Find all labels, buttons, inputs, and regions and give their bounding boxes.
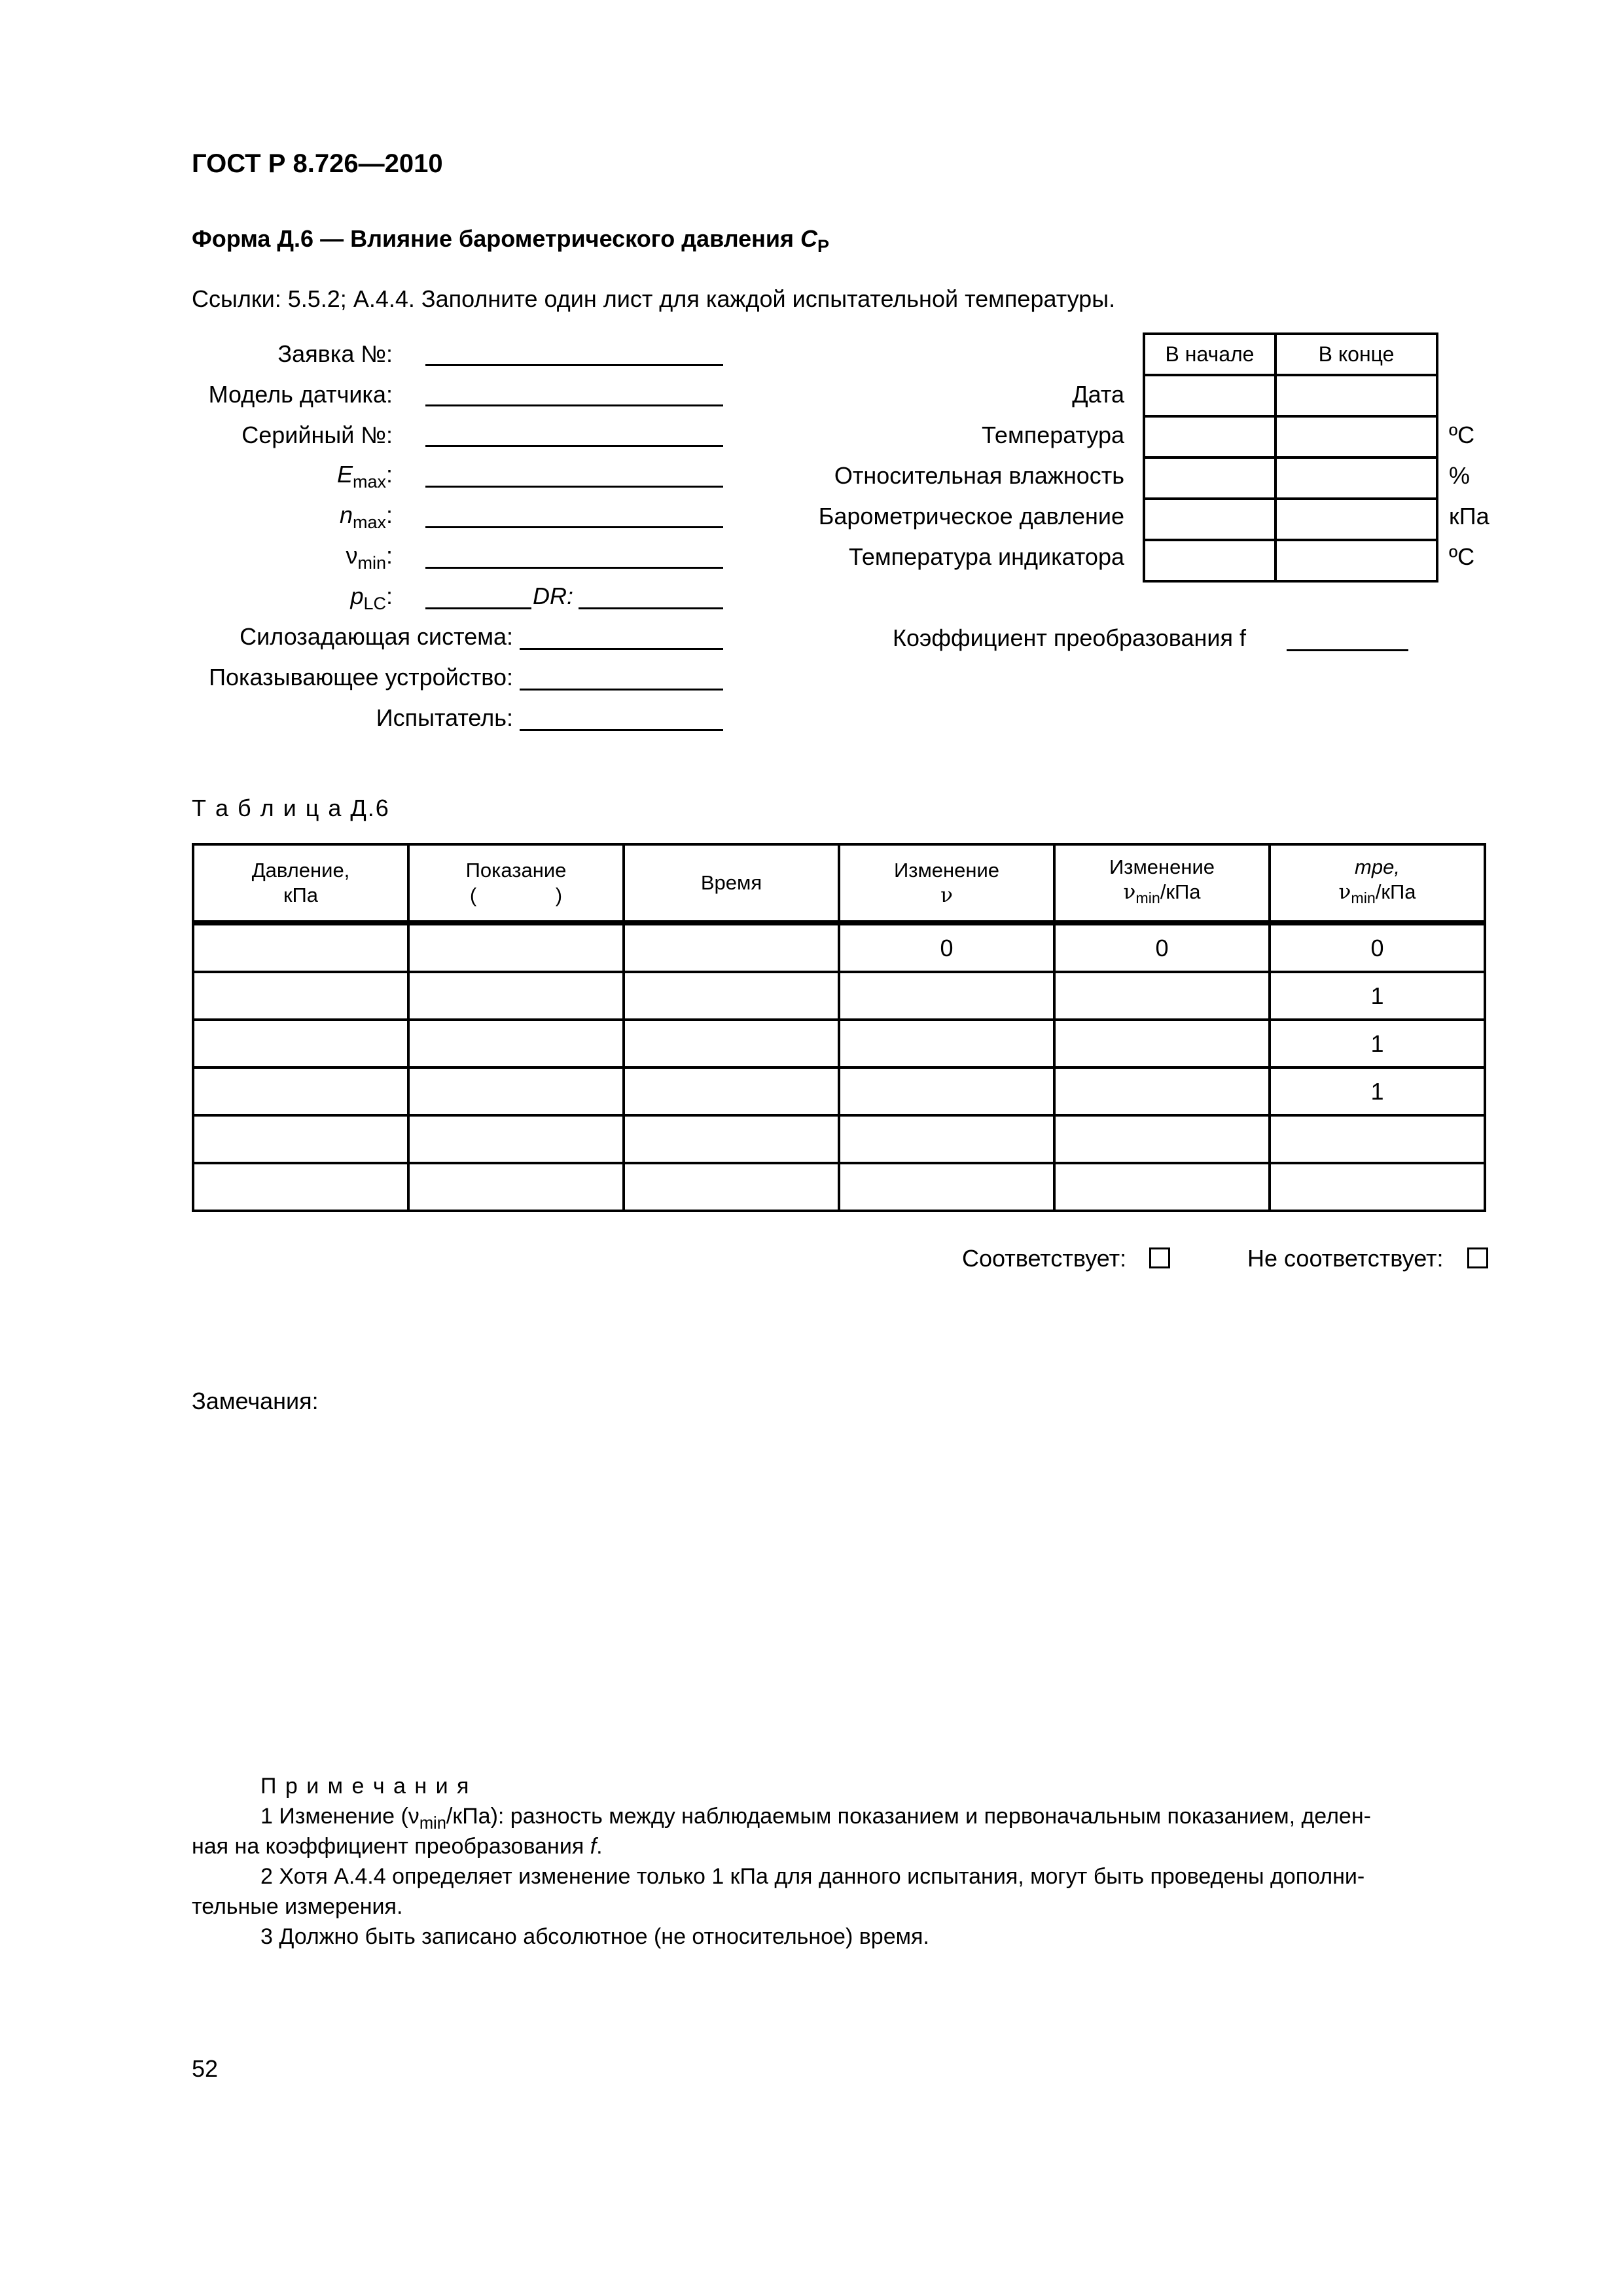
table-cell[interactable]: [408, 923, 624, 972]
tester-field[interactable]: [520, 729, 723, 731]
note-2-line-2: тельные измерения.: [192, 1894, 403, 1919]
table-cell[interactable]: [839, 1163, 1054, 1211]
condition-unit-humidity: %: [1449, 462, 1471, 489]
table-cell[interactable]: [193, 1067, 408, 1115]
conversion-factor-label: Коэффициент преобразования f: [893, 624, 1246, 651]
results-table: [192, 843, 1486, 1212]
table-cell[interactable]: [1270, 1115, 1485, 1163]
table-cell[interactable]: 1: [1270, 972, 1485, 1020]
note-1-line-2: ная на коэффициент преобразования f.: [192, 1834, 603, 1859]
table-cell[interactable]: [193, 923, 408, 972]
table-cell[interactable]: [193, 972, 408, 1020]
force-system-label: Силозадающая система:: [240, 623, 513, 650]
note-2-line-1: 2 Хотя А.4.4 определяет изменение только 1 кПа для данного испытания, могут быть проведены дополни-: [260, 1864, 1365, 1889]
table-cell[interactable]: [624, 1020, 839, 1067]
not-complies-checkbox[interactable]: [1467, 1247, 1488, 1268]
table-cell[interactable]: [1270, 1163, 1485, 1211]
condition-cell[interactable]: [1144, 499, 1275, 540]
form-title-var-sub: P: [817, 236, 830, 257]
conditions-col-start: В начале: [1144, 334, 1275, 375]
notes-heading: П р и м е ч а н и я: [260, 1774, 471, 1799]
condition-unit-temperature: ºC: [1449, 422, 1475, 448]
condition-label-indicator-temp: Температура индикатора: [848, 543, 1124, 570]
table-cell[interactable]: [408, 1067, 624, 1115]
header-change: Изменение ν: [839, 844, 1054, 923]
table-cell[interactable]: 1: [1270, 1067, 1485, 1115]
table-cell[interactable]: [624, 972, 839, 1020]
dr-field[interactable]: [579, 607, 723, 609]
condition-cell[interactable]: [1275, 540, 1437, 581]
force-system-field[interactable]: [520, 648, 723, 650]
conditions-col-end: В конце: [1275, 334, 1437, 375]
table-cell[interactable]: [839, 972, 1054, 1020]
table-cell[interactable]: 0: [839, 923, 1054, 972]
table-cell[interactable]: [624, 923, 839, 972]
table-cell[interactable]: [1054, 1020, 1270, 1067]
header-mpe: mpe, $\nu_{min}$/кПа: [1270, 844, 1485, 923]
table-caption: Т а б л и ц а Д.6: [192, 795, 390, 821]
table-cell[interactable]: [193, 1020, 408, 1067]
vmin-label: $\nu_{min}$:: [346, 542, 393, 573]
table-cell[interactable]: [839, 1115, 1054, 1163]
table-cell[interactable]: [839, 1067, 1054, 1115]
table-row: [193, 972, 1485, 1020]
indicator-label: Показывающее устройство:: [209, 664, 513, 691]
table-header-row: [193, 844, 1485, 923]
tester-label: Испытатель:: [376, 704, 513, 731]
table-cell[interactable]: [193, 1115, 408, 1163]
application-label: Заявка №:: [277, 340, 393, 367]
header-time: Время: [624, 844, 839, 923]
table-cell[interactable]: [193, 1163, 408, 1211]
table-cell[interactable]: [408, 972, 624, 1020]
remarks-label: Замечания:: [192, 1388, 319, 1414]
serial-field[interactable]: [425, 445, 723, 447]
condition-label-pressure: Барометрическое давление: [818, 503, 1124, 529]
sensor-model-label: Модель датчика:: [208, 381, 393, 408]
form-title-var: С: [800, 225, 818, 252]
table-cell[interactable]: [624, 1115, 839, 1163]
table-cell[interactable]: [839, 1020, 1054, 1067]
form-title-text: Форма Д.6 — Влияние барометрического давления: [192, 225, 801, 252]
table-cell[interactable]: [408, 1020, 624, 1067]
condition-cell[interactable]: [1275, 457, 1437, 499]
condition-unit-indicator-temp: ºC: [1449, 543, 1475, 570]
table-cell[interactable]: 0: [1054, 923, 1270, 972]
condition-label-humidity: Относительная влажность: [834, 462, 1124, 489]
nmax-label: $n_{max}$:: [339, 501, 393, 533]
emax-label: $E_{max}$:: [336, 461, 393, 492]
table-row: [193, 1067, 1485, 1115]
dr-label: DR:: [533, 583, 573, 609]
sensor-model-field[interactable]: [425, 404, 723, 406]
table-row: [193, 923, 1485, 972]
not-complies-label: Не соответствует:: [1247, 1245, 1444, 1272]
table-cell[interactable]: [624, 1163, 839, 1211]
vmin-field[interactable]: [425, 567, 723, 569]
condition-cell[interactable]: [1144, 416, 1275, 457]
condition-unit-pressure: кПа: [1449, 503, 1489, 529]
table-cell[interactable]: [1054, 972, 1270, 1020]
table-cell[interactable]: 0: [1270, 923, 1485, 972]
header-reading: Показание ( ): [408, 844, 624, 923]
condition-cell[interactable]: [1144, 375, 1275, 416]
table-cell[interactable]: [1054, 1115, 1270, 1163]
table-cell[interactable]: [408, 1163, 624, 1211]
conversion-factor-field[interactable]: [1287, 649, 1408, 651]
note-3: 3 Должно быть записано абсолютное (не относительное) время.: [260, 1924, 929, 1949]
table-cell[interactable]: [624, 1067, 839, 1115]
condition-cell[interactable]: [1144, 540, 1275, 581]
indicator-field[interactable]: [520, 689, 723, 691]
nmax-field[interactable]: [425, 526, 723, 528]
document-code: ГОСТ Р 8.726—2010: [192, 149, 443, 178]
form-title: [192, 225, 829, 257]
table-cell[interactable]: 1: [1270, 1020, 1485, 1067]
plc-label: $p_{LC}$:: [350, 583, 393, 614]
table-row: [193, 1115, 1485, 1163]
table-cell[interactable]: [1054, 1163, 1270, 1211]
condition-cell[interactable]: [1275, 499, 1437, 540]
complies-label: Соответствует:: [962, 1245, 1127, 1272]
condition-cell[interactable]: [1275, 375, 1437, 416]
table-cell[interactable]: [408, 1115, 624, 1163]
header-pressure: Давление, кПа: [193, 844, 408, 923]
table-row: [193, 1163, 1485, 1211]
condition-cell[interactable]: [1275, 416, 1437, 457]
note-1-line-1: 1 Изменение $(\nu_{min}/кПа)$: разность между наблюдаемым показанием и первоначальным показанием, делен-: [260, 1804, 1371, 1833]
table-cell[interactable]: [1054, 1067, 1270, 1115]
conditions-table: [1143, 332, 1438, 583]
plc-field[interactable]: [425, 607, 531, 609]
serial-label: Серийный №:: [241, 422, 393, 448]
condition-cell[interactable]: [1144, 457, 1275, 499]
condition-label-temperature: Температура: [981, 422, 1124, 448]
emax-field[interactable]: [425, 486, 723, 488]
application-field[interactable]: [425, 364, 723, 366]
references-text: Ссылки: 5.5.2; А.4.4. Заполните один лист для каждой испытательной температуры.: [192, 285, 1116, 312]
condition-label-date: Дата: [1072, 381, 1124, 408]
header-change-v: Изменение $\nu_{min}$/кПа: [1054, 844, 1270, 923]
page-number: 52: [192, 2055, 219, 2082]
complies-checkbox[interactable]: [1149, 1247, 1170, 1268]
table-row: [193, 1020, 1485, 1067]
